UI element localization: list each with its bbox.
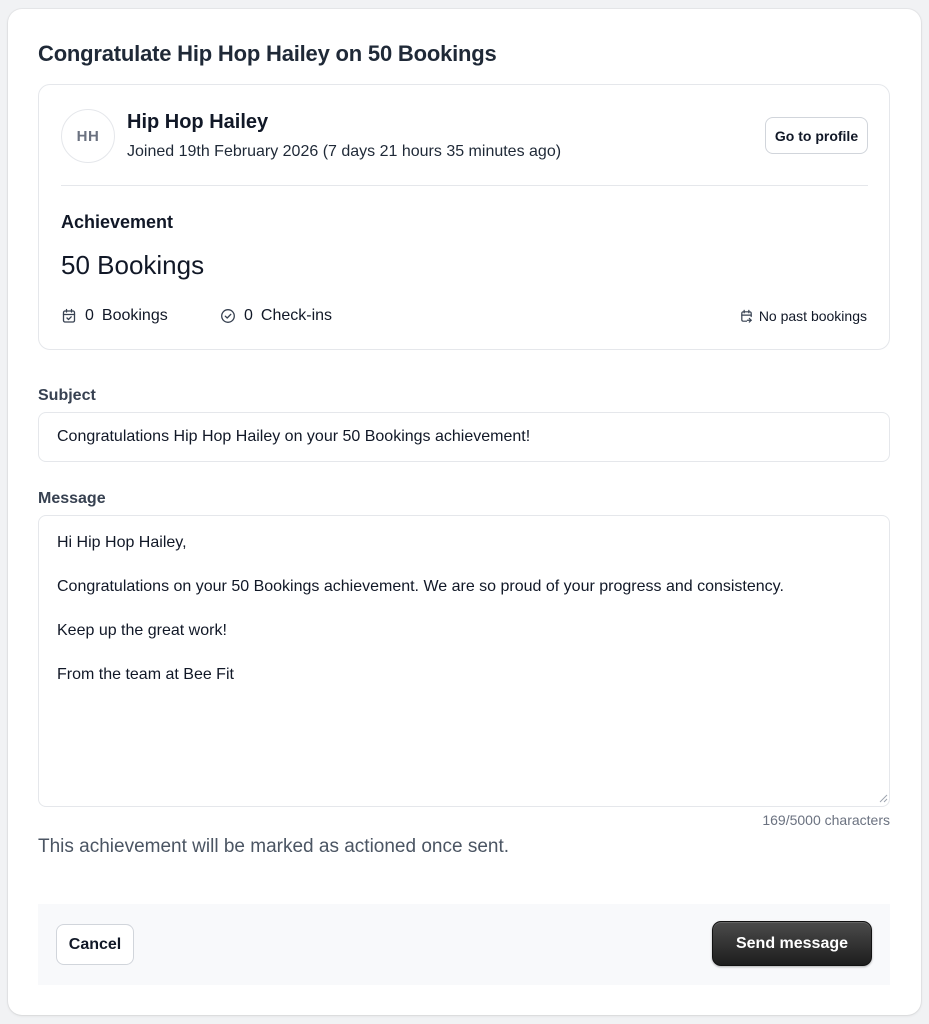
go-to-profile-button[interactable]: Go to profile xyxy=(765,117,868,154)
character-count: 169/5000 characters xyxy=(762,812,890,828)
checkins-count: 0 xyxy=(244,307,253,324)
card-divider xyxy=(61,185,868,186)
past-bookings-text: No past bookings xyxy=(758,308,867,324)
bookings-stat xyxy=(61,307,168,325)
avatar: HH xyxy=(61,109,115,163)
resize-grip-icon[interactable] xyxy=(878,793,888,803)
achievement-value: 50 Bookings xyxy=(61,250,205,280)
member-card xyxy=(38,84,890,350)
member-joined-date: Joined 19th February 2026 (7 days 21 hours 35 minutes ago) xyxy=(127,143,562,160)
circle-check-icon xyxy=(220,308,236,324)
checkins-stat xyxy=(220,307,332,325)
actioned-notice: This achievement will be marked as actioned once sent. xyxy=(38,836,510,857)
bookings-count: 0 xyxy=(85,307,94,324)
cancel-button[interactable]: Cancel xyxy=(56,924,134,965)
past-bookings-status xyxy=(739,308,867,324)
send-message-button[interactable]: Send message xyxy=(712,921,872,966)
message-textarea[interactable] xyxy=(38,515,890,807)
achievement-label: Achievement xyxy=(61,212,174,232)
checkins-label: Check-ins xyxy=(260,307,333,324)
dialog-title: Congratulate Hip Hop Hailey on 50 Bookings xyxy=(38,41,497,66)
calendar-arrow-icon xyxy=(739,309,754,324)
message-label: Message xyxy=(38,490,106,507)
member-name: Hip Hop Hailey xyxy=(127,111,269,133)
dialog-footer xyxy=(38,904,890,985)
calendar-check-icon xyxy=(61,308,77,324)
subject-input[interactable] xyxy=(38,412,890,462)
bookings-label: Bookings xyxy=(101,307,168,324)
subject-label: Subject xyxy=(38,387,96,404)
congratulate-dialog xyxy=(8,9,921,1015)
